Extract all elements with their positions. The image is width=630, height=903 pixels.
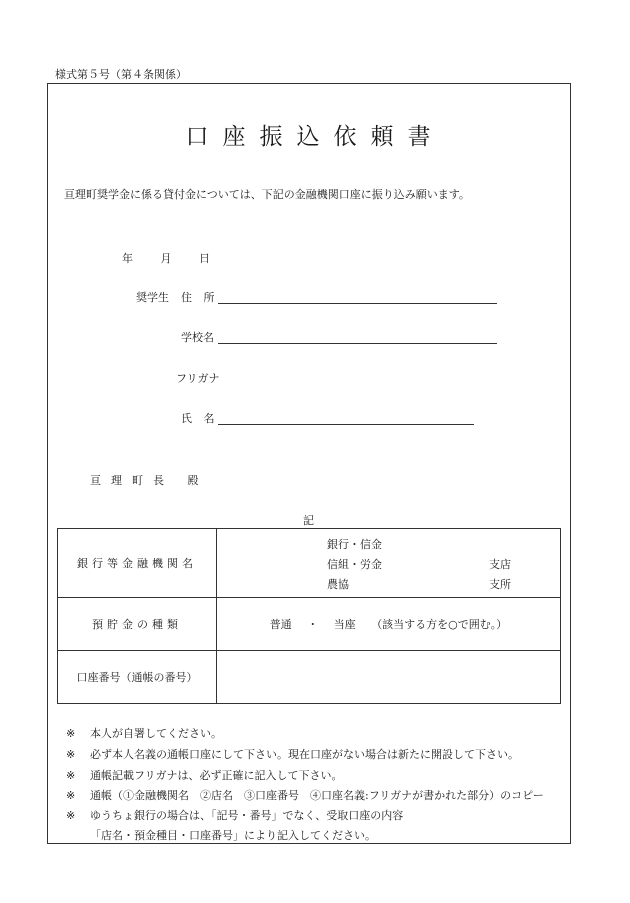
note-continuation: 「店名・預金種目・口座番号」により記入してください。 [90, 829, 376, 842]
name-field[interactable] [218, 424, 474, 425]
table-row [58, 529, 561, 598]
name-label: 氏 名 [181, 412, 219, 425]
page-title: 口座振込依頼書 [185, 124, 445, 150]
table-row [58, 598, 561, 651]
date-month-label: 月 [160, 252, 172, 265]
branch-type-2: 支所 [489, 578, 511, 591]
note-item: ※ 通帳（①金融機関名 ②店名 ③口座番号 ④口座名義:フリガナが書かれた部分）のコピー [66, 789, 544, 802]
account-number-cell[interactable] [217, 651, 561, 704]
student-label: 奨学生 [136, 291, 169, 304]
branch-type-1: 支店 [489, 558, 511, 571]
furigana-field[interactable] [218, 362, 497, 380]
note-mark: ※ [66, 809, 76, 822]
account-type-option-1[interactable]: 普通 [269, 618, 292, 631]
date-row [122, 250, 234, 266]
note-item: ※ 必ず本人名義の通帳口座にして下さい。現在口座がない場合は新たに開設して下さい。 [66, 748, 519, 761]
form-number: 様式第５号（第４条関係） [55, 68, 187, 81]
note-mark: ※ [66, 769, 76, 782]
account-type-separator: ・ [307, 618, 319, 631]
addressee: 亘理町長 殿 [90, 474, 209, 487]
date-year-label: 年 [122, 252, 133, 265]
bank-table [57, 528, 561, 704]
address-label: 住 所 [181, 291, 219, 304]
school-field[interactable] [218, 343, 497, 344]
note-mark: ※ [66, 727, 76, 740]
furigana-label: フリガナ [176, 372, 220, 385]
account-type-option-2[interactable]: 当座 [333, 618, 356, 631]
bank-type-2: 信組・労金 [327, 558, 382, 571]
bank-name-cell[interactable] [217, 529, 561, 598]
account-type-instruction: （該当する方を○で囲む。） [371, 618, 508, 631]
account-type-cell[interactable] [217, 598, 561, 651]
ki-label: 記 [303, 514, 314, 527]
intro-text: 亘理町奨学金に係る貸付金については、下記の金融機関口座に振り込み願います。 [64, 188, 470, 201]
note-item: ※ ゆうちょ銀行の場合は、「記号・番号」でなく、受取口座の内容 [66, 809, 404, 822]
address-field[interactable] [218, 303, 497, 304]
bank-type-1: 銀行・信金 [327, 538, 382, 551]
note-mark: ※ [66, 789, 76, 802]
account-type-header: 預貯金の種類 [58, 598, 217, 651]
bank-name-header: 銀行等金融機関名 [58, 529, 217, 598]
table-row [58, 651, 561, 704]
bank-type-3: 農協 [327, 578, 349, 591]
note-item: ※ 通帳記載フリガナは、必ず正確に記入して下さい。 [66, 769, 343, 782]
account-number-header: 口座番号（通帳の番号） [58, 651, 217, 704]
date-day-label: 日 [199, 252, 210, 265]
note-mark: ※ [66, 748, 76, 761]
school-label: 学校名 [181, 331, 214, 344]
note-item: ※ 本人が自署してください。 [66, 727, 222, 740]
